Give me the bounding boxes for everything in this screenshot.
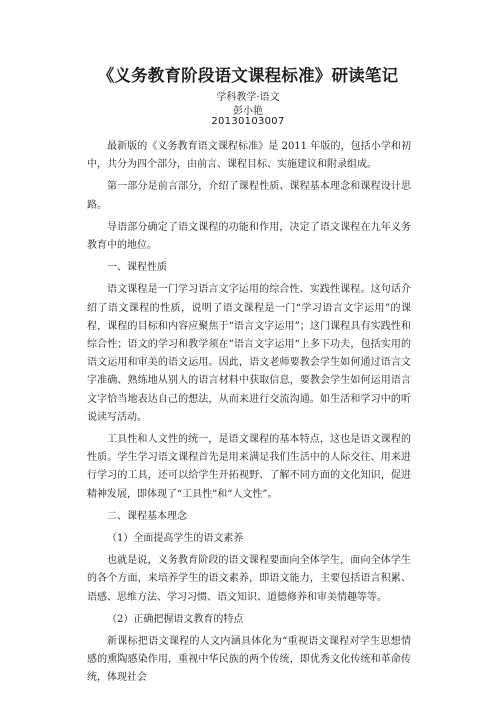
paragraph-preface: 导语部分确定了语文课程的功能和作用，决定了语文课程在九年义务教育中的地位。 bbox=[87, 221, 411, 252]
paragraph-intro: 最新版的《义务教育语文课程标准》是 2011 年版的，包括小学和初中，共分为四个部分，由前言、课程目标、实施建议和附录组成。 bbox=[87, 141, 411, 171]
subheading-characteristics: （2）正确把握语文教育的特点 bbox=[107, 613, 244, 625]
paragraph-course-nature: 语文课程是一门学习语言文字运用的综合性、实践性课程。这句话介绍了语文课程的性质，说明了语文课程是一门“学习语言文字运用”的课程，课程的目标和内容应聚焦于“语言文字运用”；这门课程具有实践性和综合性；语文的学习和教学须在“语言文字运用“上多下功夫，包括实用的语文运用和审美的语文运用。因此，语文老师要教会学生如何通过语言文字准确、熟练地从别人的语言材料中获取信息，要教会学生如何运用语言文字恰当地表达自己的想法，从而来进行交流沟通。如生活和学习中的听说读写活动。 bbox=[87, 284, 411, 423]
subheading-literacy: （1）全面提高学生的语文素养 bbox=[107, 533, 244, 545]
section-heading-basic-concepts: 二、课程基本理念 bbox=[107, 510, 187, 522]
paragraph-instrumentality: 工具性和人文性的统一，是语文课程的基本特点，这也是语文课程的性质。学生学习语文课程首先是用来满足我们生活中的人际交往、用来进行学习的工具，还可以给学生开拓视野、了解不同方面的文化知识，促进精神发展，即体现了“工具性”和“人文性”。 bbox=[87, 434, 411, 500]
student-id: 20130103007 bbox=[211, 116, 285, 127]
author-name: 彭小艳 bbox=[233, 106, 263, 117]
paragraph-literacy: 也就是说，义务教育阶段的语文课程要面向全体学生，面向全体学生的各个方面，来培养学生的语文素养，即语文能力，主要包括语言积累、语感、思维方法、学习习惯、语文知识、道德修养和审美情趣等等。 bbox=[87, 555, 411, 603]
page-title: 《义务教育阶段语文课程标准》研读笔记 bbox=[97, 66, 399, 85]
document-body bbox=[87, 138, 411, 692]
paragraph-characteristics: 新课标把语文课程的人文内涵具体化为“重视语文课程对学生思想情感的熏陶感染作用，重视中华民族的两个传统，即优秀文化传统和革命传统，体现社会 bbox=[87, 636, 411, 684]
section-heading-course-nature: 一、课程性质 bbox=[107, 262, 167, 274]
paragraph-part-one: 第一部分是前言部分，介绍了课程性质、课程基本理念和课程设计思路。 bbox=[87, 181, 411, 211]
subject-line: 学科教学·语文 bbox=[216, 92, 280, 103]
